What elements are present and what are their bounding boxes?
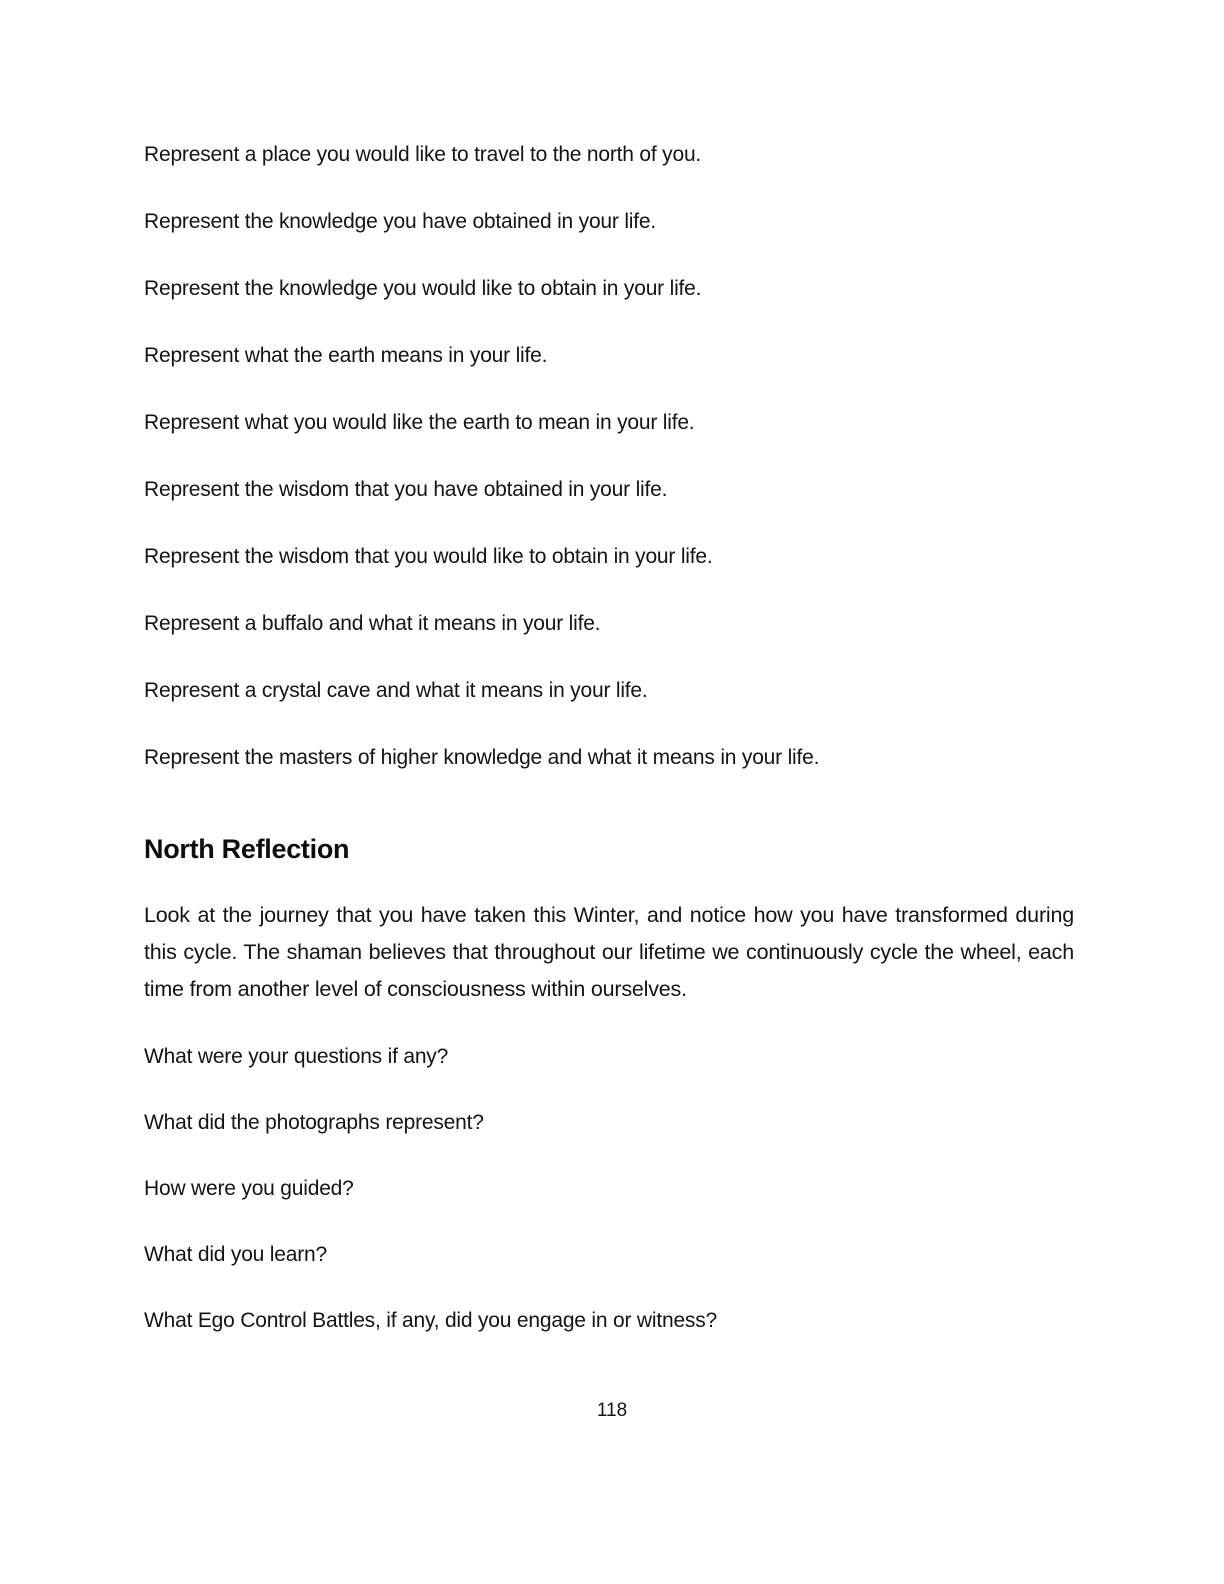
prompt-line: Represent what the earth means in your life. bbox=[144, 344, 548, 367]
prompt-line: Represent the knowledge you would like to obtain in your life. bbox=[144, 277, 702, 300]
prompt-line: Represent a crystal cave and what it means in your life. bbox=[144, 679, 648, 702]
prompt-line: Represent the wisdom that you would like to obtain in your life. bbox=[144, 545, 713, 568]
prompt-line: Represent a buffalo and what it means in your life. bbox=[144, 612, 601, 635]
prompt-line: Represent a place you would like to travel to the north of you. bbox=[144, 143, 702, 166]
question-line: How were you guided? bbox=[144, 1177, 354, 1200]
prompt-line: Represent what you would like the earth to mean in your life. bbox=[144, 411, 695, 434]
question-line: What Ego Control Battles, if any, did you engage in or witness? bbox=[144, 1309, 718, 1332]
question-line: What did the photographs represent? bbox=[144, 1111, 484, 1134]
page-content bbox=[144, 142, 1074, 1374]
section-heading: North Reflection bbox=[144, 834, 350, 864]
prompt-line: Represent the wisdom that you have obtained in your life. bbox=[144, 478, 668, 501]
section-paragraph: Look at the journey that you have taken this Winter, and notice how you have transformed during this cycle. The shaman believes that throughout our lifetime we continuously cycle the wheel, each time from another level of consciousness within ourselves. bbox=[144, 903, 1074, 1001]
question-line: What did you learn? bbox=[144, 1243, 327, 1266]
prompt-line: Represent the masters of higher knowledge and what it means in your life. bbox=[144, 746, 820, 769]
question-line: What were your questions if any? bbox=[144, 1045, 449, 1068]
prompt-line: Represent the knowledge you have obtained in your life. bbox=[144, 210, 657, 233]
page-number: 118 bbox=[596, 1400, 628, 1421]
